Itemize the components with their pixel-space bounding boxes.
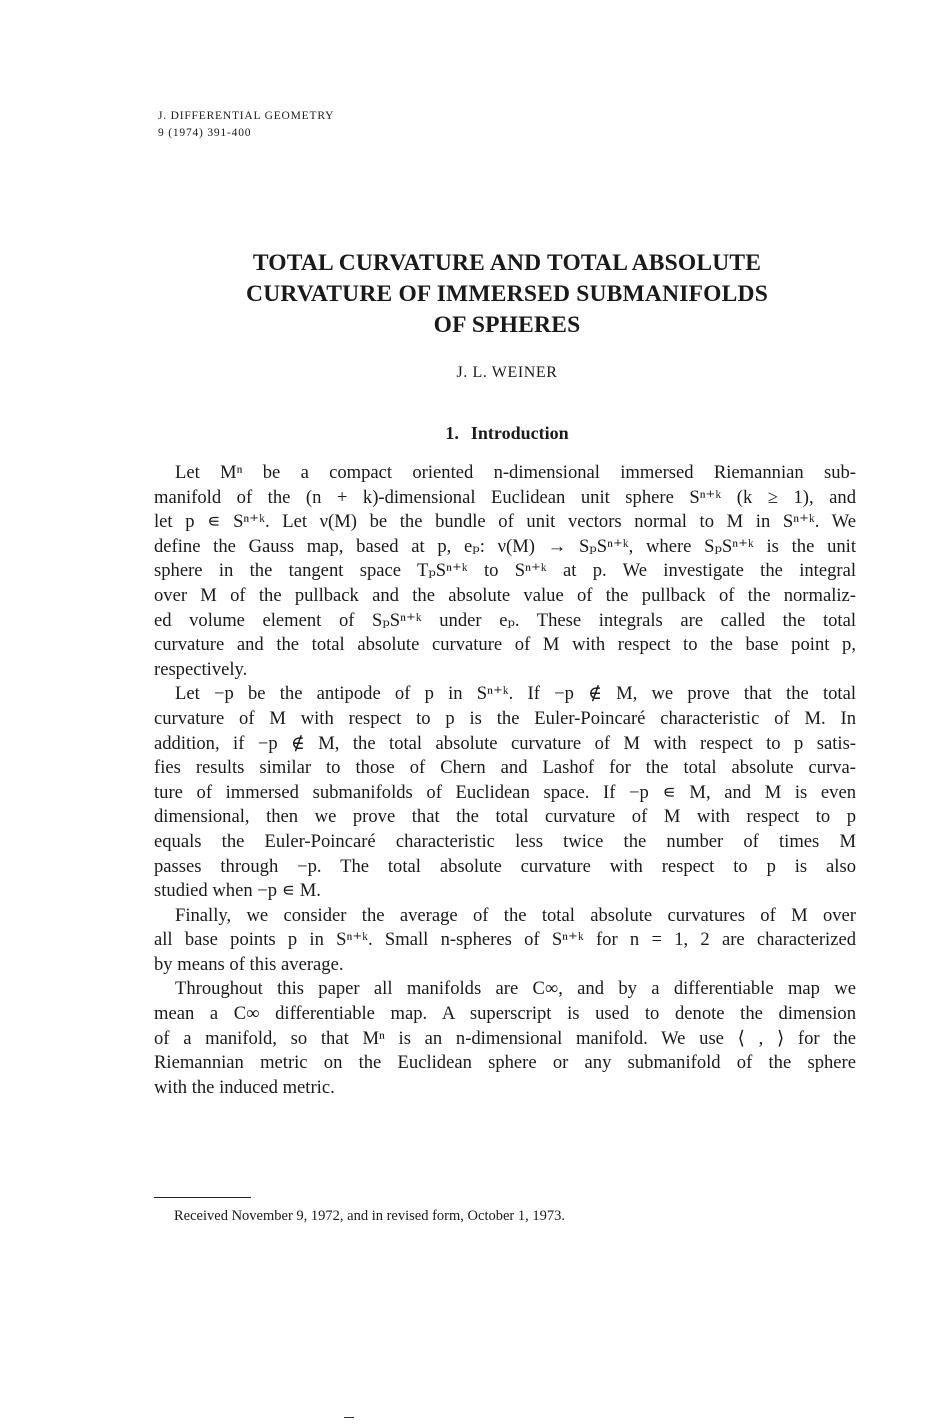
text-line: over M of the pullback and the absolute value of the pullback of the normaliz- xyxy=(154,584,856,606)
page-mark xyxy=(344,1417,354,1418)
text-line: curvature and the total absolute curvature of M with respect to the base point p, xyxy=(154,634,856,656)
text-line: define the Gauss map, based at p, eₚ: ν(M) → SₚSⁿ⁺ᵏ, where SₚSⁿ⁺ᵏ is the unit xyxy=(154,535,856,557)
text-line: by means of this average. xyxy=(154,953,344,975)
text-line: mean a C∞ differentiable map. A superscript is used to denote the dimension xyxy=(154,1003,856,1025)
section-title: Introduction xyxy=(470,423,569,443)
text-line: ture of immersed submanifolds of Euclidean space. If −p ∊ M, and M is even xyxy=(154,781,856,803)
author: J. L. WEINER xyxy=(456,364,558,381)
footnote: Received November 9, 1972, and in revised form, October 1, 1973. xyxy=(174,1208,565,1224)
journal-name: J. DIFFERENTIAL GEOMETRY xyxy=(158,110,335,122)
body-text xyxy=(154,461,856,1100)
text-line: all base points p in Sⁿ⁺ᵏ. Small n-spheres of Sⁿ⁺ᵏ for n = 1, 2 are characterized xyxy=(154,929,856,951)
text-line: sphere in the tangent space TₚSⁿ⁺ᵏ to Sⁿ⁺ᵏ at p. We investigate the integral xyxy=(154,560,856,582)
text-line: ed volume element of SₚSⁿ⁺ᵏ under eₚ. These integrals are called the total xyxy=(154,609,856,631)
text-line: of a manifold, so that Mⁿ is an n-dimensional manifold. We use ⟨ , ⟩ for the xyxy=(154,1027,856,1049)
text-line: respectively. xyxy=(154,658,248,680)
journal-header xyxy=(158,108,334,142)
section-heading xyxy=(150,423,864,444)
section-number: 1. xyxy=(445,423,459,443)
text-line: passes through −p. The total absolute curvature with respect to p is also xyxy=(154,855,856,877)
text-line: with the induced metric. xyxy=(154,1076,335,1098)
title-line: OF SPHERES xyxy=(433,312,581,338)
paper-title xyxy=(150,248,864,341)
text-line: equals the Euler-Poincaré characteristic less twice the number of times M xyxy=(154,830,856,852)
text-line: addition, if −p ∉ M, the total absolute curvature of M with respect to p satis- xyxy=(154,732,856,754)
text-line: manifold of the (n + k)-dimensional Euclidean unit sphere Sⁿ⁺ᵏ (k ≥ 1), and xyxy=(154,486,856,508)
text-line: fies results similar to those of Chern and Lashof for the total absolute curva- xyxy=(154,757,856,779)
text-line: dimensional, then we prove that the total curvature of M with respect to p xyxy=(154,806,856,828)
text-line: studied when −p ∊ M. xyxy=(154,880,321,902)
text-line: Let Mⁿ be a compact oriented n-dimensional immersed Riemannian sub- xyxy=(175,462,856,483)
journal-volume: 9 (1974) 391-400 xyxy=(158,127,252,139)
text-line: Let −p be the antipode of p in Sⁿ⁺ᵏ. If −p ∉ M, we prove that the total xyxy=(175,683,856,705)
text-line: Finally, we consider the average of the total absolute curvatures of M over xyxy=(175,904,856,926)
text-line: curvature of M with respect to p is the Euler-Poincaré characteristic of M. In xyxy=(154,707,856,729)
text-line: Riemannian metric on the Euclidean sphere or any submanifold of the sphere xyxy=(154,1052,856,1074)
text-line: Throughout this paper all manifolds are C∞, and by a differentiable map we xyxy=(175,978,856,1000)
title-line: CURVATURE OF IMMERSED SUBMANIFOLDS xyxy=(246,281,768,307)
text-line: let p ∊ Sⁿ⁺ᵏ. Let ν(M) be the bundle of unit vectors normal to M in Sⁿ⁺ᵏ. We xyxy=(154,511,856,533)
title-line: TOTAL CURVATURE AND TOTAL ABSOLUTE xyxy=(252,250,762,276)
footnote-divider xyxy=(154,1197,251,1198)
